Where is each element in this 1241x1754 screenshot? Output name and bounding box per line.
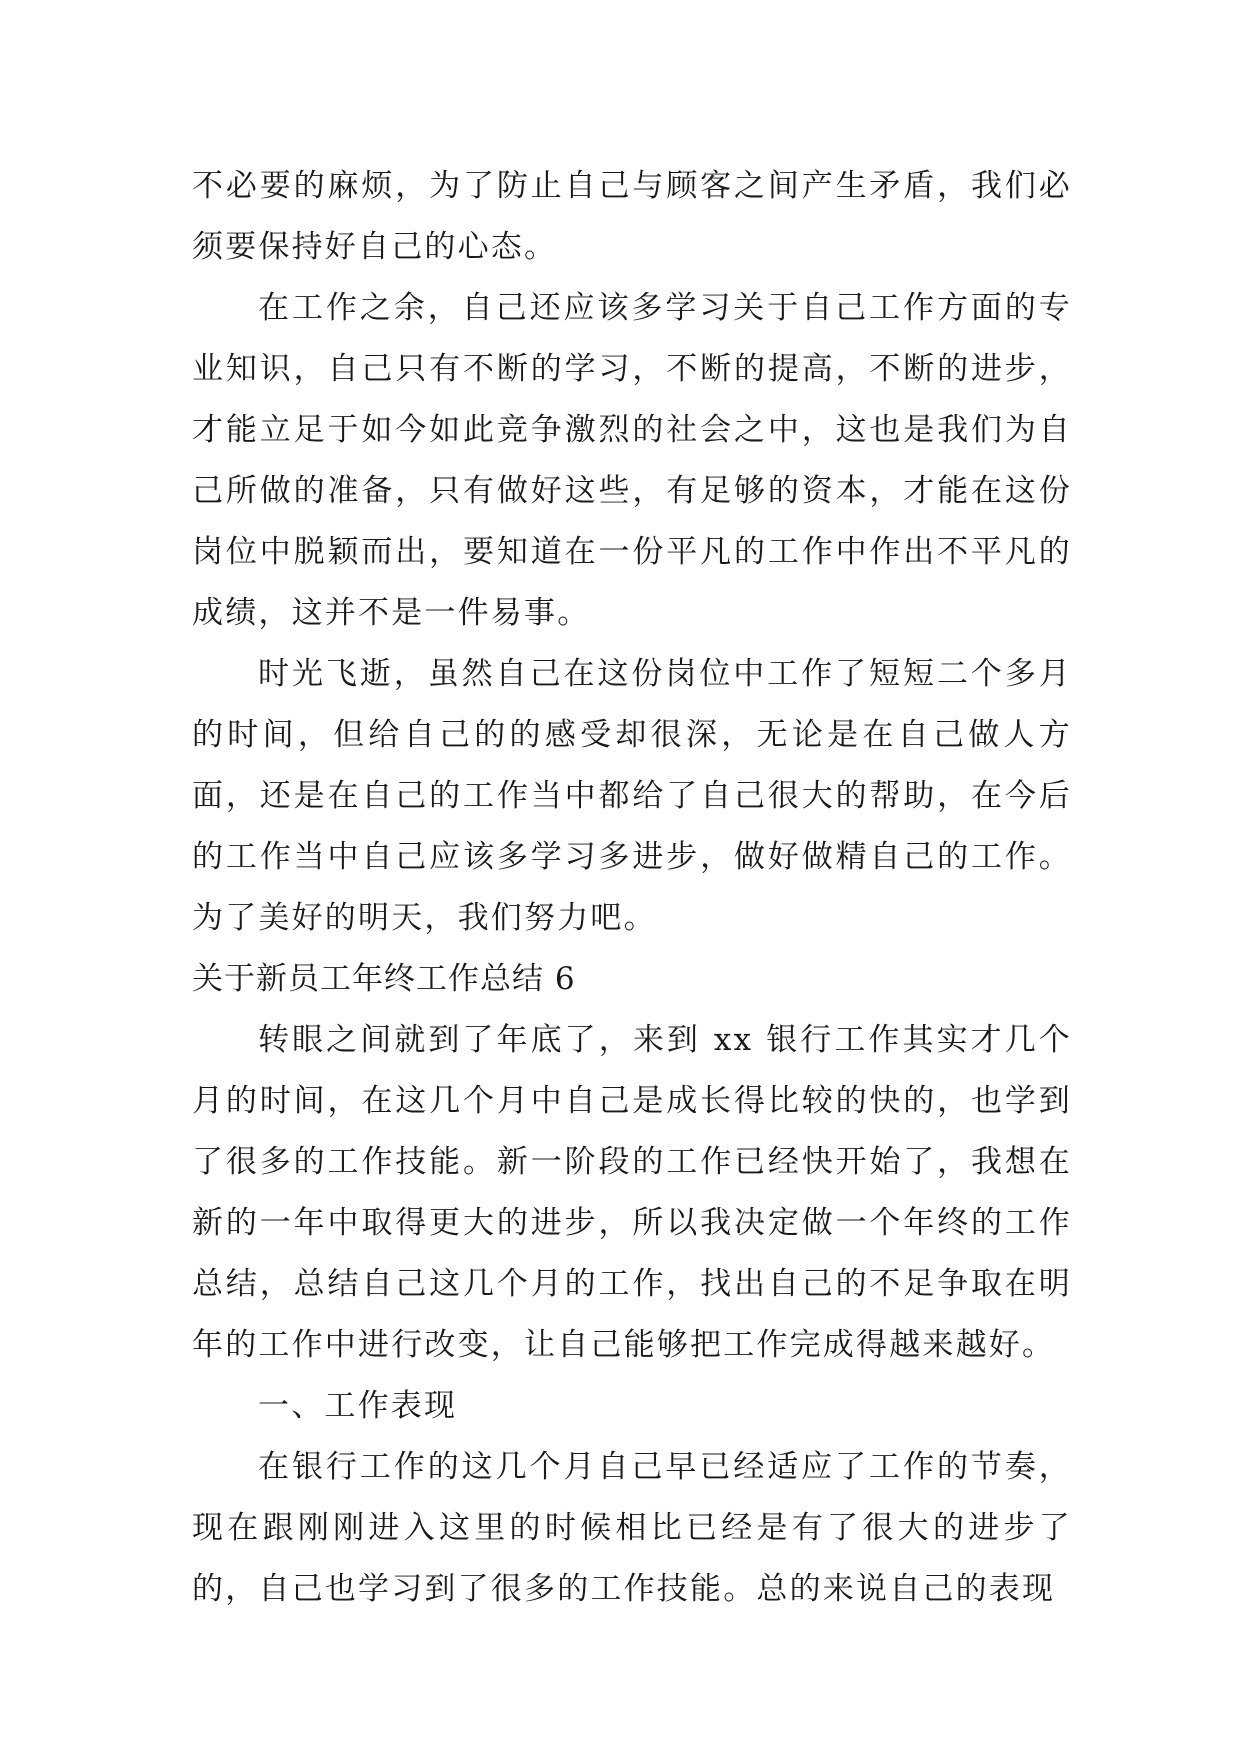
paragraph-work-performance: 在银行工作的这几个月自己早已经适应了工作的节奏，现在跟刚刚进入这里的时候相比已经是有了很大的进步了的，自己也学习到了很多的工作技能。总的来说自己的表现 — [192, 1449, 1072, 1607]
subsection-heading: 一、工作表现 — [258, 1388, 458, 1424]
paragraph-year-end-intro: 转眼之间就到了年底了，来到 xx 银行工作其实才几个月的时间，在这几个月中自己是成长得比较的快的，也学到了很多的工作技能。新一阶段的工作已经快开始了，我想在新的一年中取得更大的进步，所以我决定做一个年终的工作总结，总结自己这几个月的工作，找出自己的不足争取在明年的工作中进行改变，让自己能够把工作完成得越来越好。 — [192, 1022, 1072, 1363]
document-page — [192, 156, 1072, 1620]
paragraph-study-after-work: 在工作之余，自己还应该多学习关于自己工作方面的专业知识，自己只有不断的学习，不断的提高，不断的进步，才能立足于如今如此竞争激烈的社会之中，这也是我们为自己所做的准备，只有做好这些，有足够的资本，才能在这份岗位中脱颖而出，要知道在一份平凡的工作中作出不平凡的成绩，这并不是一件易事。 — [192, 290, 1072, 631]
section-heading: 关于新员工年终工作总结 6 — [192, 961, 576, 997]
paragraph-continued: 不必要的麻烦，为了防止自己与顾客之间产生矛盾，我们必须要保持好自己的心态。 — [192, 168, 1072, 265]
paragraph-time-flies: 时光飞逝，虽然自己在这份岗位中工作了短短二个多月的时间，但给自己的的感受却很深，无论是在自己做人方面，还是在自己的工作当中都给了自己很大的帮助，在今后的工作当中自己应该多学习多进步，做好做精自己的工作。为了美好的明天，我们努力吧。 — [192, 656, 1072, 936]
